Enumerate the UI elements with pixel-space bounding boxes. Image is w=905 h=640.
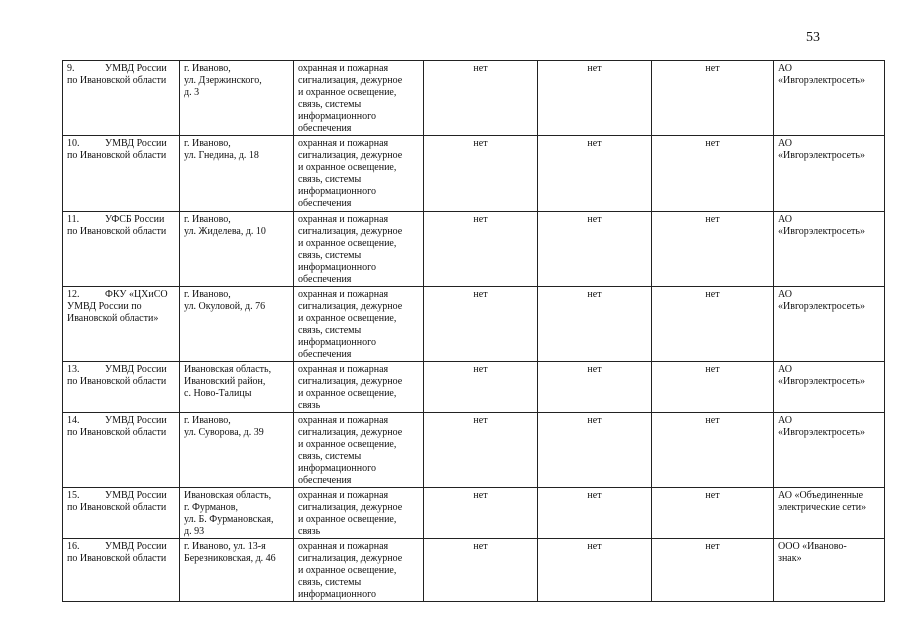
table-row	[63, 61, 885, 136]
status-cell-1	[424, 212, 538, 287]
status-cell-1	[424, 413, 538, 488]
systems-cell	[294, 539, 424, 602]
supplier-cell	[774, 362, 885, 413]
status-cell-3-text: нет	[705, 541, 720, 552]
supplier-cell	[774, 212, 885, 287]
address-cell-text: г. Иваново, ул. Дзержинского, д. 3	[184, 63, 262, 98]
status-cell-1-text: нет	[473, 214, 488, 225]
organization-region: по Ивановской области	[67, 502, 167, 513]
status-cell-3-text: нет	[705, 364, 720, 375]
organization-cell	[63, 212, 180, 287]
supplier-cell	[774, 136, 885, 212]
organization-region: УМВД России по Ивановской области»	[67, 301, 159, 324]
status-cell-2	[538, 362, 652, 413]
organization-region: по Ивановской области	[67, 553, 167, 564]
status-cell-1-text: нет	[473, 364, 488, 375]
address-cell	[180, 212, 294, 287]
status-cell-3	[652, 488, 774, 539]
systems-cell	[294, 287, 424, 362]
status-cell-1-text: нет	[473, 415, 488, 426]
facilities-table	[62, 60, 885, 602]
table-row	[63, 136, 885, 212]
table-row	[63, 413, 885, 488]
supplier-cell	[774, 61, 885, 136]
status-cell-2-text: нет	[587, 364, 602, 375]
status-cell-2	[538, 287, 652, 362]
organization-cell	[63, 61, 180, 136]
organization-region: по Ивановской области	[67, 75, 167, 86]
organization-cell	[63, 362, 180, 413]
table-row	[63, 488, 885, 539]
status-cell-1-text: нет	[473, 289, 488, 300]
organization-cell	[63, 136, 180, 212]
table-row	[63, 287, 885, 362]
supplier-cell-text: АО «Ивгорэлектросеть»	[778, 415, 865, 438]
table-row	[63, 539, 885, 602]
supplier-cell	[774, 413, 885, 488]
supplier-cell-text: АО «Объединенные электрические сети»	[778, 490, 867, 513]
row-number: 16.	[67, 541, 80, 552]
organization-name: УМВД России	[105, 541, 167, 552]
status-cell-3	[652, 362, 774, 413]
organization-name: УМВД России	[105, 490, 167, 501]
organization-region: по Ивановской области	[67, 376, 167, 387]
systems-cell-text: охранная и пожарная сигнализация, дежурное и охранное освещение, связь, системы информационного обеспечения	[298, 63, 403, 134]
address-cell-text: г. Иваново, ул. Суворова, д. 39	[184, 415, 264, 438]
systems-cell-text: охранная и пожарная сигнализация, дежурное и охранное освещение, связь, системы информационного обеспечения	[298, 289, 403, 360]
status-cell-3-text: нет	[705, 415, 720, 426]
status-cell-2	[538, 413, 652, 488]
status-cell-1-text: нет	[473, 138, 488, 149]
systems-cell	[294, 413, 424, 488]
status-cell-3	[652, 136, 774, 212]
status-cell-3-text: нет	[705, 289, 720, 300]
address-cell	[180, 413, 294, 488]
status-cell-3	[652, 413, 774, 488]
organization-region: по Ивановской области	[67, 150, 167, 161]
status-cell-3	[652, 212, 774, 287]
organization-cell	[63, 287, 180, 362]
organization-region: по Ивановской области	[67, 226, 167, 237]
status-cell-3-text: нет	[705, 490, 720, 501]
status-cell-2-text: нет	[587, 214, 602, 225]
systems-cell	[294, 136, 424, 212]
table-row	[63, 362, 885, 413]
row-number: 11.	[67, 214, 80, 225]
table-row	[63, 212, 885, 287]
status-cell-2-text: нет	[587, 541, 602, 552]
row-number: 12.	[67, 289, 80, 300]
address-cell-text: г. Иваново, ул. Гнедина, д. 18	[184, 138, 259, 161]
organization-cell	[63, 539, 180, 602]
supplier-cell	[774, 488, 885, 539]
organization-name: УФСБ России	[105, 214, 165, 225]
status-cell-1-text: нет	[473, 490, 488, 501]
systems-cell-text: охранная и пожарная сигнализация, дежурное и охранное освещение, связь, системы информационного обеспечения	[298, 138, 403, 209]
status-cell-3	[652, 539, 774, 602]
systems-cell-text: охранная и пожарная сигнализация, дежурное и охранное освещение, связь, системы информационного обеспечения	[298, 214, 403, 285]
supplier-cell-text: ООО «Иваново- знак»	[778, 541, 847, 564]
systems-cell	[294, 212, 424, 287]
organization-name: УМВД России	[105, 415, 167, 426]
systems-cell	[294, 61, 424, 136]
row-number: 14.	[67, 415, 80, 426]
status-cell-1	[424, 362, 538, 413]
address-cell	[180, 287, 294, 362]
row-number: 15.	[67, 490, 80, 501]
row-number: 9.	[67, 63, 75, 74]
supplier-cell-text: АО «Ивгорэлектросеть»	[778, 63, 865, 86]
status-cell-1-text: нет	[473, 541, 488, 552]
status-cell-2	[538, 488, 652, 539]
organization-name: УМВД России	[105, 364, 167, 375]
status-cell-2-text: нет	[587, 63, 602, 74]
systems-cell	[294, 488, 424, 539]
organization-cell	[63, 413, 180, 488]
status-cell-1-text: нет	[473, 63, 488, 74]
supplier-cell-text: АО «Ивгорэлектросеть»	[778, 289, 865, 312]
status-cell-3	[652, 61, 774, 136]
status-cell-2	[538, 539, 652, 602]
address-cell	[180, 362, 294, 413]
supplier-cell	[774, 539, 885, 602]
address-cell	[180, 61, 294, 136]
supplier-cell-text: АО «Ивгорэлектросеть»	[778, 364, 865, 387]
address-cell-text: г. Иваново, ул. Жиделева, д. 10	[184, 214, 266, 237]
systems-cell-text: охранная и пожарная сигнализация, дежурное и охранное освещение, связь	[298, 364, 403, 411]
status-cell-2-text: нет	[587, 138, 602, 149]
supplier-cell-text: АО «Ивгорэлектросеть»	[778, 138, 865, 161]
organization-name: УМВД России	[105, 63, 167, 74]
organization-cell	[63, 488, 180, 539]
status-cell-2	[538, 61, 652, 136]
row-number: 10.	[67, 138, 80, 149]
status-cell-1	[424, 136, 538, 212]
address-cell-text: Ивановская область, г. Фурманов, ул. Б. Фурмановская, д. 93	[184, 490, 274, 537]
address-cell	[180, 488, 294, 539]
supplier-cell	[774, 287, 885, 362]
status-cell-3	[652, 287, 774, 362]
status-cell-3-text: нет	[705, 63, 720, 74]
status-cell-1	[424, 539, 538, 602]
page-number: 53	[806, 30, 820, 45]
status-cell-1	[424, 488, 538, 539]
status-cell-2-text: нет	[587, 289, 602, 300]
organization-name: УМВД России	[105, 138, 167, 149]
organization-region: по Ивановской области	[67, 427, 167, 438]
status-cell-1	[424, 61, 538, 136]
systems-cell-text: охранная и пожарная сигнализация, дежурное и охранное освещение, связь, системы информационного	[298, 541, 403, 600]
row-number: 13.	[67, 364, 80, 375]
organization-name: ФКУ «ЦХиСО	[105, 289, 168, 300]
address-cell	[180, 539, 294, 602]
status-cell-2	[538, 212, 652, 287]
supplier-cell-text: АО «Ивгорэлектросеть»	[778, 214, 865, 237]
status-cell-1	[424, 287, 538, 362]
systems-cell-text: охранная и пожарная сигнализация, дежурное и охранное освещение, связь	[298, 490, 403, 537]
status-cell-2-text: нет	[587, 415, 602, 426]
status-cell-3-text: нет	[705, 138, 720, 149]
address-cell-text: г. Иваново, ул. 13-я Березниковская, д. 46	[184, 541, 276, 564]
status-cell-2	[538, 136, 652, 212]
status-cell-2-text: нет	[587, 490, 602, 501]
systems-cell	[294, 362, 424, 413]
address-cell-text: г. Иваново, ул. Окуловой, д. 76	[184, 289, 266, 312]
systems-cell-text: охранная и пожарная сигнализация, дежурное и охранное освещение, связь, системы информационного обеспечения	[298, 415, 403, 486]
status-cell-3-text: нет	[705, 214, 720, 225]
address-cell	[180, 136, 294, 212]
address-cell-text: Ивановская область, Ивановский район, с. Ново-Талицы	[184, 364, 272, 399]
